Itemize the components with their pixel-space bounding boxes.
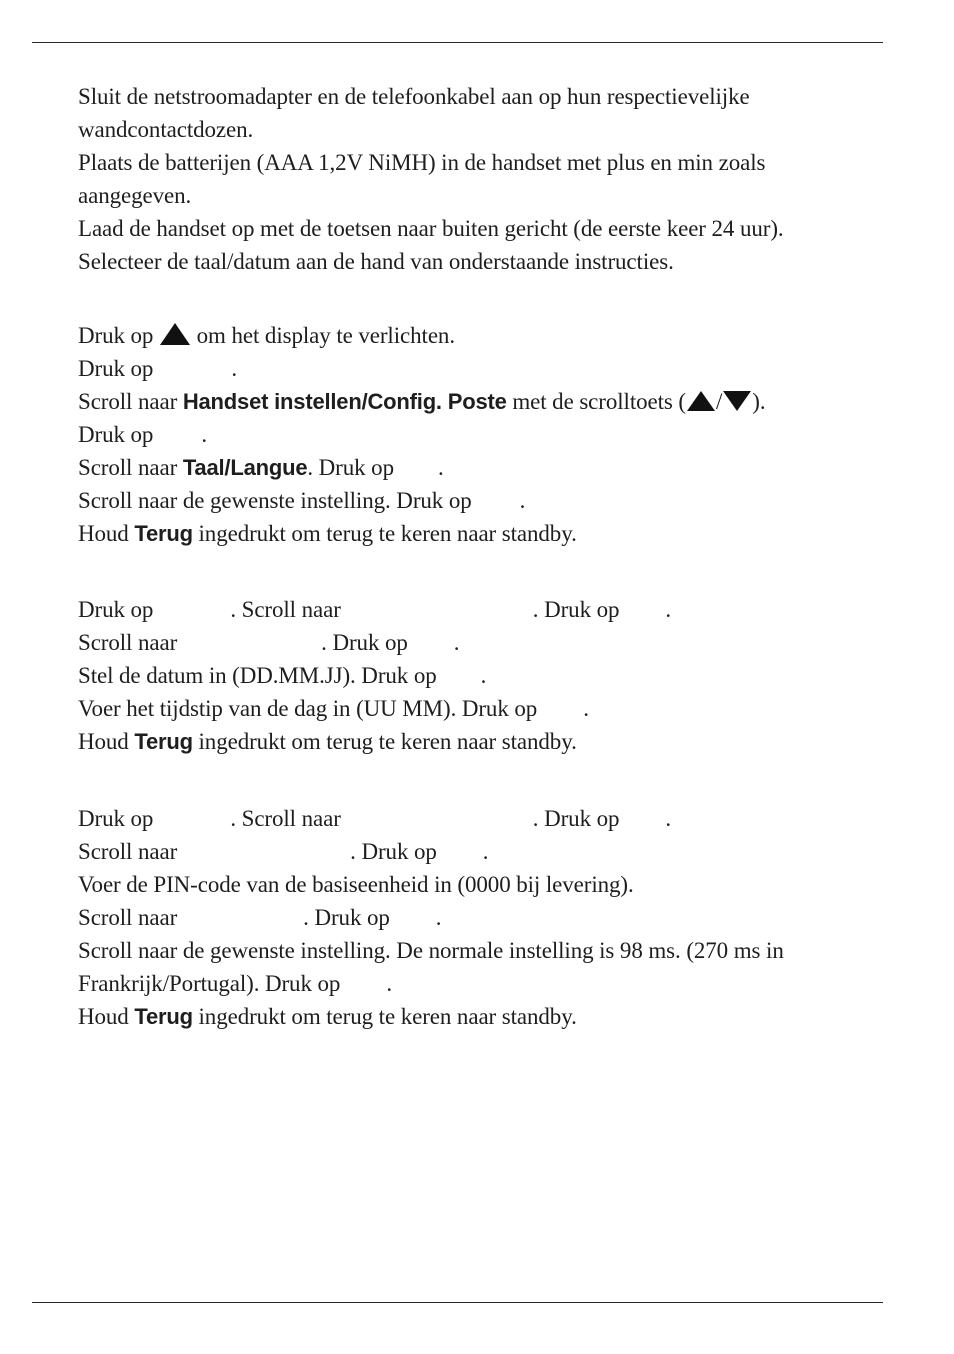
text: . [435,905,442,930]
text: Scroll naar de gewenste instelling. Druk op [78,488,472,513]
date-section [78,593,888,758]
sec1-line-3 [78,385,888,418]
sec3-line-2 [78,835,888,868]
triangle-down-icon [722,390,752,412]
key-back: Terug [134,521,193,546]
intro-line-5: Laad de handset op met de toetsen naar buiten gericht (de eerste keer 24 uur). [78,216,784,241]
top-rule [32,42,883,43]
text: . [386,971,392,996]
text: om het display te verlichten. [196,323,455,348]
text: ). [752,389,766,414]
key-back: Terug [134,729,193,754]
sec1-line-4 [78,418,888,451]
text: . [231,356,237,381]
text: . Scroll naar [230,806,341,831]
sec1-line-5 [78,451,888,484]
menu-item-language: Taal/Langue [182,455,308,480]
text: . [665,597,672,622]
text: . Druk op [532,597,620,622]
sec3-line-5: Scroll naar de gewenste instelling. De normale instelling is 98 ms. (270 ms in [78,938,784,963]
text: . Druk op [307,455,394,480]
text: . [201,422,207,447]
text: . Druk op [303,905,390,930]
text: ingedrukt om terug te keren naar standby. [198,729,577,754]
text: . [665,806,672,831]
sec2-line-3 [78,659,888,692]
intro-line-6: Selecteer de taal/datum aan de hand van onderstaande instructies. [78,249,674,274]
sec1-line-2 [78,352,888,385]
language-section [78,319,888,550]
intro-line-3: Plaats de batterijen (AAA 1,2V NiMH) in de handset met plus en min zoals [78,150,766,175]
text: ingedrukt om terug te keren naar standby. [198,1004,577,1029]
text: Scroll naar [78,389,178,414]
sec1-line-1 [78,319,888,352]
sec3-line-4 [78,901,888,934]
intro-section [78,80,888,278]
sec1-line-6 [78,484,888,517]
key-back: Terug [134,1004,193,1029]
triangle-up-icon [159,322,191,346]
text: . [482,839,489,864]
menu-item-handset-settings: Handset instellen/Config. Poste [182,389,507,414]
text: Druk op [78,597,154,622]
text: Druk op [78,422,154,447]
text: Druk op [78,323,154,348]
text: . Druk op [350,839,437,864]
text: . Scroll naar [230,597,341,622]
text: Stel de datum in (DD.MM.JJ). Druk op [78,663,437,688]
text: Houd [78,521,129,546]
text: . Druk op [532,806,620,831]
sec3-line-3: Voer de PIN-code van de basiseenheid in (0000 bij levering). [78,872,634,897]
text: met de scrolltoets ( [512,389,686,414]
text: Scroll naar [78,839,178,864]
pin-section [78,802,888,1033]
sec3-line-6 [78,967,888,1000]
text: . [480,663,487,688]
text: Druk op [78,806,154,831]
sec2-line-2 [78,626,888,659]
sec3-line-7 [78,1000,888,1033]
bottom-rule [32,1302,883,1303]
text: Houd [78,729,129,754]
intro-line-4: aangegeven. [78,183,192,208]
text: . [437,455,444,480]
text: / [715,389,723,414]
text: . Druk op [321,630,408,655]
text: Scroll naar [78,455,178,480]
text: Frankrijk/Portugal). Druk op [78,971,341,996]
text: Houd [78,1004,129,1029]
text: Scroll naar [78,630,178,655]
sec2-line-5 [78,725,888,758]
text: Scroll naar [78,905,178,930]
sec2-line-1 [78,593,888,626]
sec1-line-7 [78,517,888,550]
triangle-up-icon [686,390,716,412]
sec2-line-4 [78,692,888,725]
sec3-line-1 [78,802,888,835]
text: . [519,488,526,513]
intro-line-2: wandcontactdozen. [78,117,254,142]
text: . [453,630,460,655]
text: Druk op [78,356,154,381]
text: Voer het tijdstip van de dag in (UU MM). Druk op [78,696,538,721]
intro-line-1: Sluit de netstroomadapter en de telefoonkabel aan op hun respectievelijke [78,84,750,109]
text: . [583,696,589,721]
text: ingedrukt om terug te keren naar standby. [198,521,577,546]
